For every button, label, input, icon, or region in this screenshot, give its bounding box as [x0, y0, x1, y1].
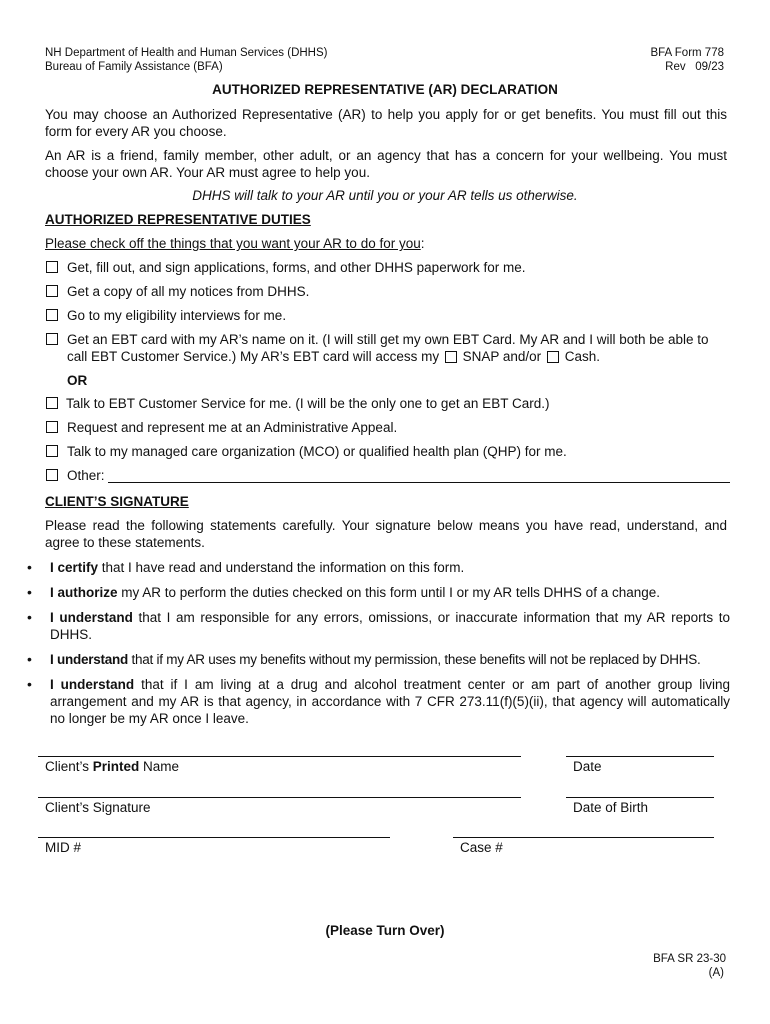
- bullet-dot: •: [27, 559, 32, 575]
- duties-heading: AUTHORIZED REPRESENTATIVE DUTIES: [45, 212, 311, 227]
- form-revision: Rev 09/23: [665, 61, 724, 73]
- footer-code: BFA SR 23-30: [653, 953, 726, 965]
- checkbox-notices[interactable]: [46, 285, 58, 297]
- mid-label: MID #: [45, 840, 82, 855]
- printed-name-line[interactable]: [38, 756, 521, 757]
- statement-authorize: I authorize my AR to perform the duties checked on this form until I or my AR tells DHHS of a change.: [50, 585, 660, 600]
- duty-appeal-label: Request and represent me at an Administrative Appeal.: [67, 420, 398, 435]
- bullet-dot: •: [27, 651, 32, 667]
- intro-paragraph-2: An AR is a friend, family member, other adult, or an agency that has a concern for your wellbeing. You must choose your own AR. Your AR must agree to help you.: [45, 148, 727, 180]
- printed-name-label: Client’s Printed Name: [45, 759, 180, 774]
- checkbox-ebt-card[interactable]: [46, 333, 58, 345]
- bullet-dot: •: [27, 676, 32, 692]
- duty-mco-label: Talk to my managed care organization (MCO) or qualified health plan (QHP) for me.: [67, 444, 567, 459]
- date-line[interactable]: [566, 756, 714, 757]
- bullet-dot: •: [27, 584, 32, 600]
- duty-interviews-label: Go to my eligibility interviews for me.: [67, 308, 287, 323]
- checkbox-mco[interactable]: [46, 445, 58, 457]
- duty-ebt-card-label: Get an EBT card with my AR’s name on it. (I will still get my own EBT Card. My AR and I will both be able to call EBT Customer Service.) My AR’s EBT card will access my SNAP and/or Cash.: [67, 332, 709, 364]
- duties-instruction: Please check off the things that you want your AR to do for you:: [45, 236, 425, 251]
- intro-paragraph-3: DHHS will talk to your AR until you or your AR tells us otherwise.: [192, 188, 578, 203]
- checkbox-appeal[interactable]: [46, 421, 58, 433]
- page-title: AUTHORIZED REPRESENTATIVE (AR) DECLARATION: [212, 82, 558, 97]
- or-separator: OR: [67, 373, 88, 388]
- date-label: Date: [573, 759, 602, 774]
- form-number: BFA Form 778: [650, 47, 724, 59]
- dob-label: Date of Birth: [573, 800, 649, 815]
- dob-line[interactable]: [566, 797, 714, 798]
- intro-paragraph-1: You may choose an Authorized Representative (AR) to help you apply for or get benefits. You must fill out this form for every AR you choose.: [45, 107, 727, 139]
- checkbox-ebt-customer-service[interactable]: [46, 397, 58, 409]
- checkbox-interviews[interactable]: [46, 309, 58, 321]
- signature-line[interactable]: [38, 797, 521, 798]
- duty-ebt-customer-service-label: Talk to EBT Customer Service for me. (I will be the only one to get an EBT Card.): [66, 396, 550, 411]
- other-input-line[interactable]: [108, 482, 730, 483]
- checkbox-other[interactable]: [46, 469, 58, 481]
- header-bureau: Bureau of Family Assistance (BFA): [45, 61, 223, 73]
- signature-label: Client’s Signature: [45, 800, 151, 815]
- duty-notices-label: Get a copy of all my notices from DHHS.: [67, 284, 310, 299]
- statement-responsible: I understand that I am responsible for any errors, omissions, or inaccurate information that my AR reports to DHHS.: [50, 610, 730, 642]
- signature-heading: CLIENT’S SIGNATURE: [45, 494, 189, 509]
- mid-line[interactable]: [38, 837, 390, 838]
- case-line[interactable]: [453, 837, 714, 838]
- statement-certify: I certify that I have read and understand the information on this form.: [50, 560, 465, 575]
- turn-over-note: (Please Turn Over): [325, 923, 445, 938]
- statement-treatment-center: I understand that if I am living at a drug and alcohol treatment center or am part of another group living arrangement and my AR is that agency, in accordance with 7 CFR 273.11(f)(5)(ii), that agency will automatically no longer be my AR once I leave.: [50, 677, 730, 726]
- bullet-dot: •: [27, 609, 32, 625]
- signature-intro: Please read the following statements carefully. Your signature below means you have read, understand, and agree to these statements.: [45, 518, 727, 550]
- header-dept: NH Department of Health and Human Services (DHHS): [45, 47, 328, 59]
- checkbox-cash[interactable]: [547, 351, 559, 363]
- duty-other-label: Other:: [67, 468, 105, 483]
- checkbox-paperwork[interactable]: [46, 261, 58, 273]
- duty-paperwork-label: Get, fill out, and sign applications, forms, and other DHHS paperwork for me.: [67, 260, 526, 275]
- checkbox-snap[interactable]: [445, 351, 457, 363]
- case-label: Case #: [460, 840, 503, 855]
- footer-code-sub: (A): [708, 967, 724, 979]
- statement-benefits: I understand that if my AR uses my benefits without my permission, these benefits will not be replaced by DHHS.: [50, 652, 701, 667]
